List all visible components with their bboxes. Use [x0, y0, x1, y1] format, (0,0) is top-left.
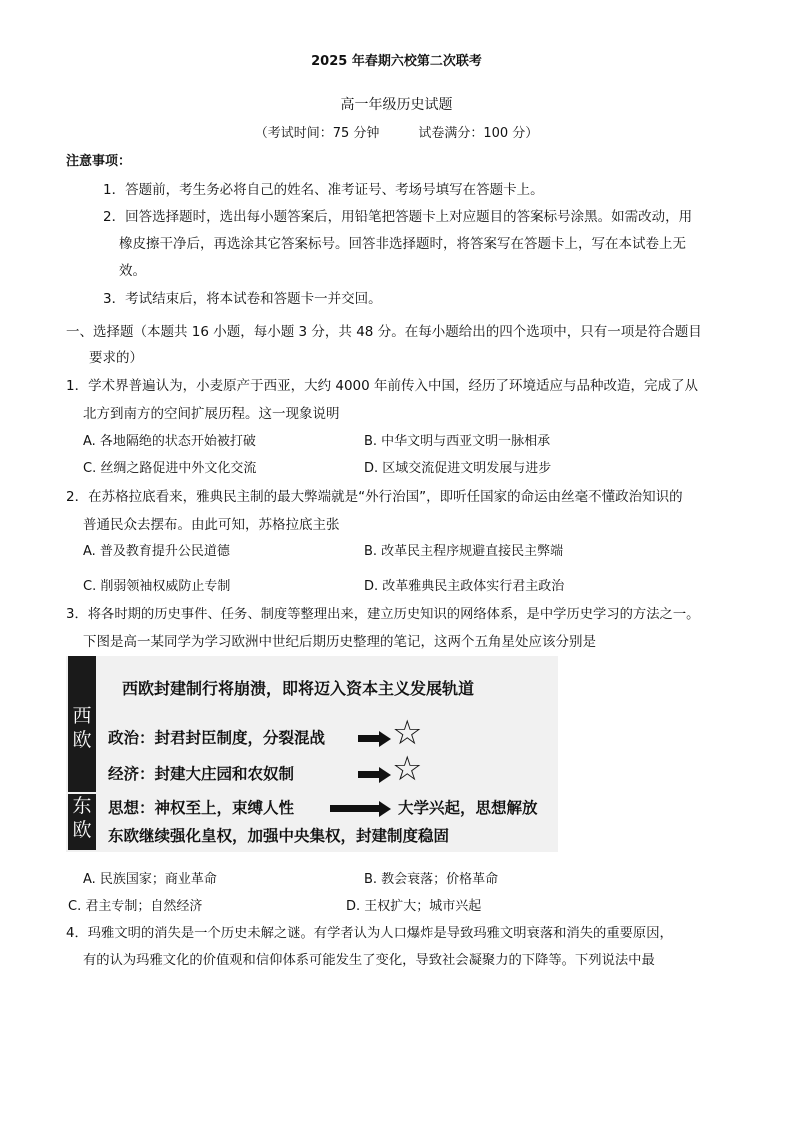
question-2-option-a[interactable]: A. 普及教育提升公民道德 [83, 544, 230, 559]
note-item: 2．回答选择题时，选出每小题答案后，用铅笔把答题卡上对应题目的答案标号涂黑。如需改动，用 [103, 209, 693, 225]
subject-title: 高一年级历史试题 [340, 97, 453, 113]
arrow-icon [330, 805, 380, 812]
star-icon: ☆ [392, 713, 423, 753]
question-1-option-a[interactable]: A. 各地隔绝的状态开始被打破 [83, 434, 256, 449]
arrow-icon [358, 771, 380, 778]
question-2-option-b[interactable]: B. 改革民主程序规避直接民主弊端 [364, 544, 564, 559]
note-item: 1．答题前，考生务必将自己的姓名、准考证号、考场号填写在答题卡上。 [103, 182, 544, 198]
figure-thought: 思想：神权至上，束缚人性 [108, 798, 295, 817]
question-3-stem: 3．将各时期的历史事件、任务、制度等整理出来，建立历史知识的网络体系，是中学历史学习的方法之一。 [66, 607, 700, 622]
question-4-stem: 4．玛雅文明的消失是一个历史未解之谜。有学者认为人口爆炸是导致玛雅文明衰落和消失的重要原因， [66, 926, 673, 941]
question-1-option-d[interactable]: D. 区域交流促进文明发展与进步 [364, 461, 552, 476]
question-2-stem-continued: 普通民众去摆布。由此可知，苏格拉底主张 [83, 517, 340, 533]
note-item: 3．考试结束后，将本试卷和答题卡一并交回。 [103, 291, 382, 307]
question-2-option-d[interactable]: D. 改革雅典民主政体实行君主政治 [364, 579, 565, 594]
west-label-char: 西 [70, 704, 94, 728]
question-2-option-c[interactable]: C. 削弱领袖权威防止专制 [83, 579, 231, 594]
question-1-option-c[interactable]: C. 丝绸之路促进中外文化交流 [83, 461, 257, 476]
section-heading-continued: 要求的） [89, 350, 143, 366]
arrow-head-icon [379, 731, 391, 747]
note-item-continued: 效。 [119, 263, 146, 279]
figure-economy: 经济：封建大庄园和农奴制 [108, 764, 295, 783]
star-icon: ☆ [392, 749, 423, 789]
figure-top-line: 西欧封建制行将崩溃，即将迈入资本主义发展轨道 [122, 679, 475, 698]
section-heading: 一、选择题（本题共 16 小题，每小题 3 分，共 48 分。在每小题给出的四个选项中，只有一项是符合题目 [66, 324, 702, 340]
question-3-option-b[interactable]: B. 教会衰落；价格革命 [364, 872, 499, 887]
arrow-icon [358, 735, 380, 742]
arrow-head-icon [379, 801, 391, 817]
question-3-option-d[interactable]: D. 王权扩大；城市兴起 [346, 899, 482, 914]
question-3-option-c[interactable]: C. 君主专制；自然经济 [68, 899, 203, 914]
west-label-char: 欧 [70, 728, 94, 752]
notes-heading: 注意事项： [66, 154, 132, 169]
question-3-stem-continued: 下图是高一某同学为学习欧洲中世纪后期历史整理的笔记，这两个五角星处应该分别是 [83, 634, 596, 650]
figure-thought-result: 大学兴起，思想解放 [398, 798, 538, 817]
figure-politics: 政治：封君封臣制度，分裂混战 [108, 728, 326, 747]
figure-east-line: 东欧继续强化皇权，加强中央集权，封建制度稳固 [108, 826, 450, 845]
question-1-option-b[interactable]: B. 中华文明与西亚文明一脉相承 [364, 434, 551, 449]
question-1-stem: 1．学术界普遍认为，小麦原产于西亚，大约 4000 年前传入中国，经历了环境适应与品种改造，完成了从 [66, 378, 699, 394]
note-item-continued: 橡皮擦干净后，再选涂其它答案标号。回答非选择题时，将答案写在答题卡上，写在本试卷上无 [119, 236, 686, 252]
east-label-char: 欧 [70, 818, 94, 842]
exam-title: 2025 年春期六校第二次联考 [311, 54, 482, 69]
question-4-stem-continued: 有的认为玛雅文化的价值观和信仰体系可能发生了变化，导致社会凝聚力的下降等。下列说法中最 [83, 953, 655, 968]
question-2-stem: 2．在苏格拉底看来，雅典民主制的最大弊端就是“外行治国”，即听任国家的命运由丝毫不懂政治知识的 [66, 489, 683, 505]
question-3-option-a[interactable]: A. 民族国家；商业革命 [83, 872, 217, 887]
east-label-char: 东 [70, 794, 94, 818]
exam-info: （考试时间：75 分钟 试卷满分：100 分） [254, 126, 539, 141]
history-notes-figure [66, 656, 558, 852]
arrow-head-icon [379, 767, 391, 783]
question-1-stem-continued: 北方到南方的空间扩展历程。这一现象说明 [83, 406, 340, 422]
